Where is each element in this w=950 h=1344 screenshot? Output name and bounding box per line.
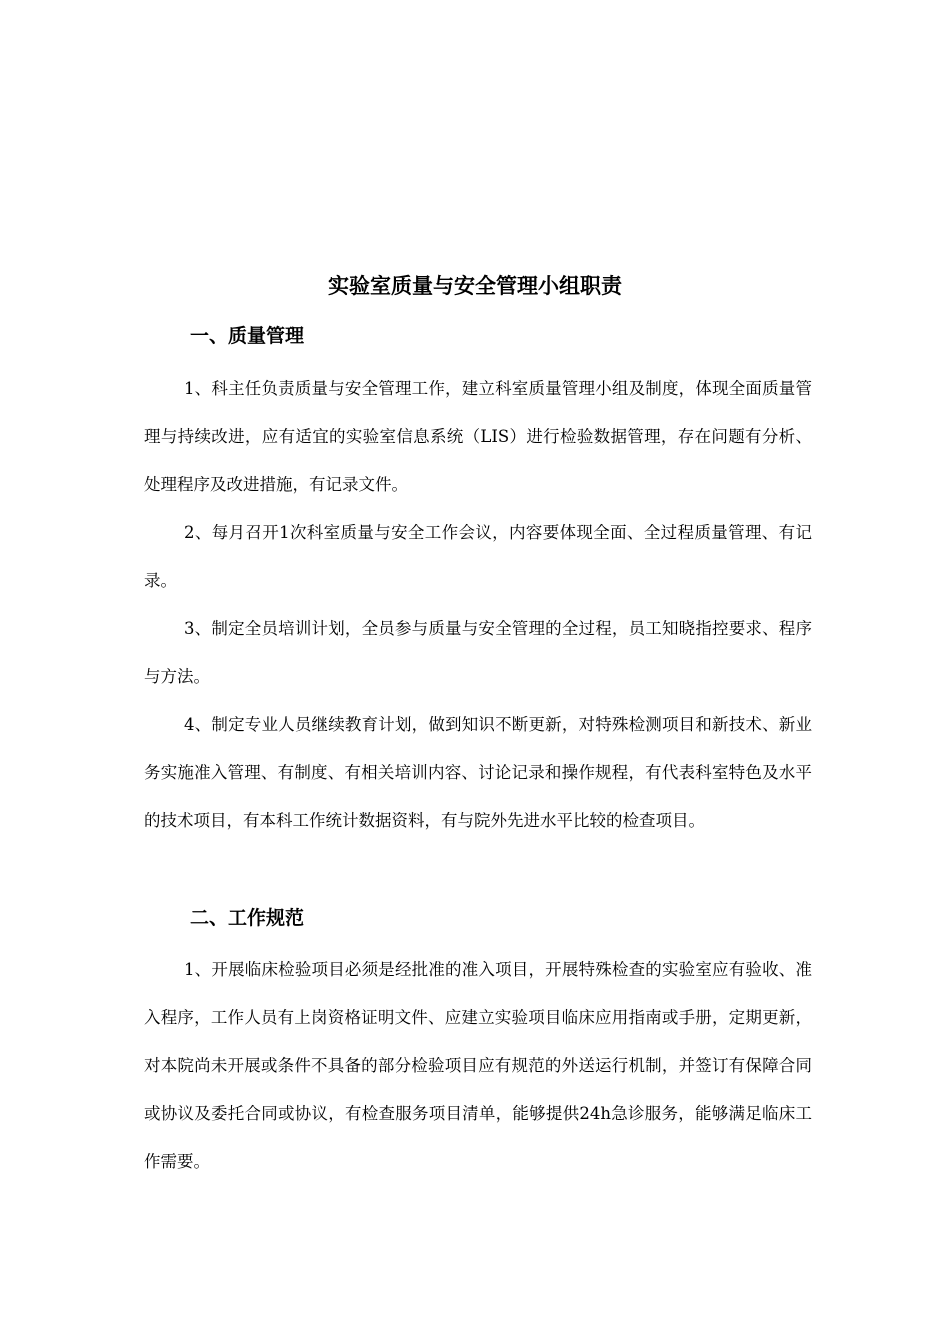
document-title: 实验室质量与安全管理小组职责 — [328, 273, 622, 298]
section-heading-quality: 一、质量管理 — [190, 325, 305, 347]
paragraph-quality-2: 2、每月召开1次科室质量与安全工作会议，内容要体现全面、全过程质量管理、有记录。 — [144, 523, 812, 590]
paragraph-work-1: 1、开展临床检验项目必须是经批准的准入项目，开展特殊检查的实验室应有验收、准入程序，工作人员有上岗资格证明文件、应建立实验项目临床应用指南或手册，定期更新，对本院尚未开展或条件不具备的部分检验项目应有规范的外送运行机制，并签订有保障合同或协议及委托合同或协议，有检查服务项目清单，能够提供24h急诊服务，能够满足临床工作需要。 — [144, 960, 812, 1171]
section-heading-work-standards: 二、工作规范 — [190, 907, 305, 929]
paragraph-quality-4: 4、制定专业人员继续教育计划，做到知识不断更新，对特殊检测项目和新技术、新业务实施准入管理、有制度、有相关培训内容、讨论记录和操作规程，有代表科室特色及水平的技术项目，有本科工作统计数据资料，有与院外先进水平比较的检查项目。 — [144, 715, 812, 830]
paragraph-quality-3: 3、制定全员培训计划，全员参与质量与安全管理的全过程，员工知晓指控要求、程序与方法。 — [144, 619, 812, 686]
paragraph-quality-1: 1、科主任负责质量与安全管理工作，建立科室质量管理小组及制度，体现全面质量管理与持续改进，应有适宜的实验室信息系统（LIS）进行检验数据管理，存在问题有分析、处理程序及改进措施，有记录文件。 — [144, 379, 812, 494]
